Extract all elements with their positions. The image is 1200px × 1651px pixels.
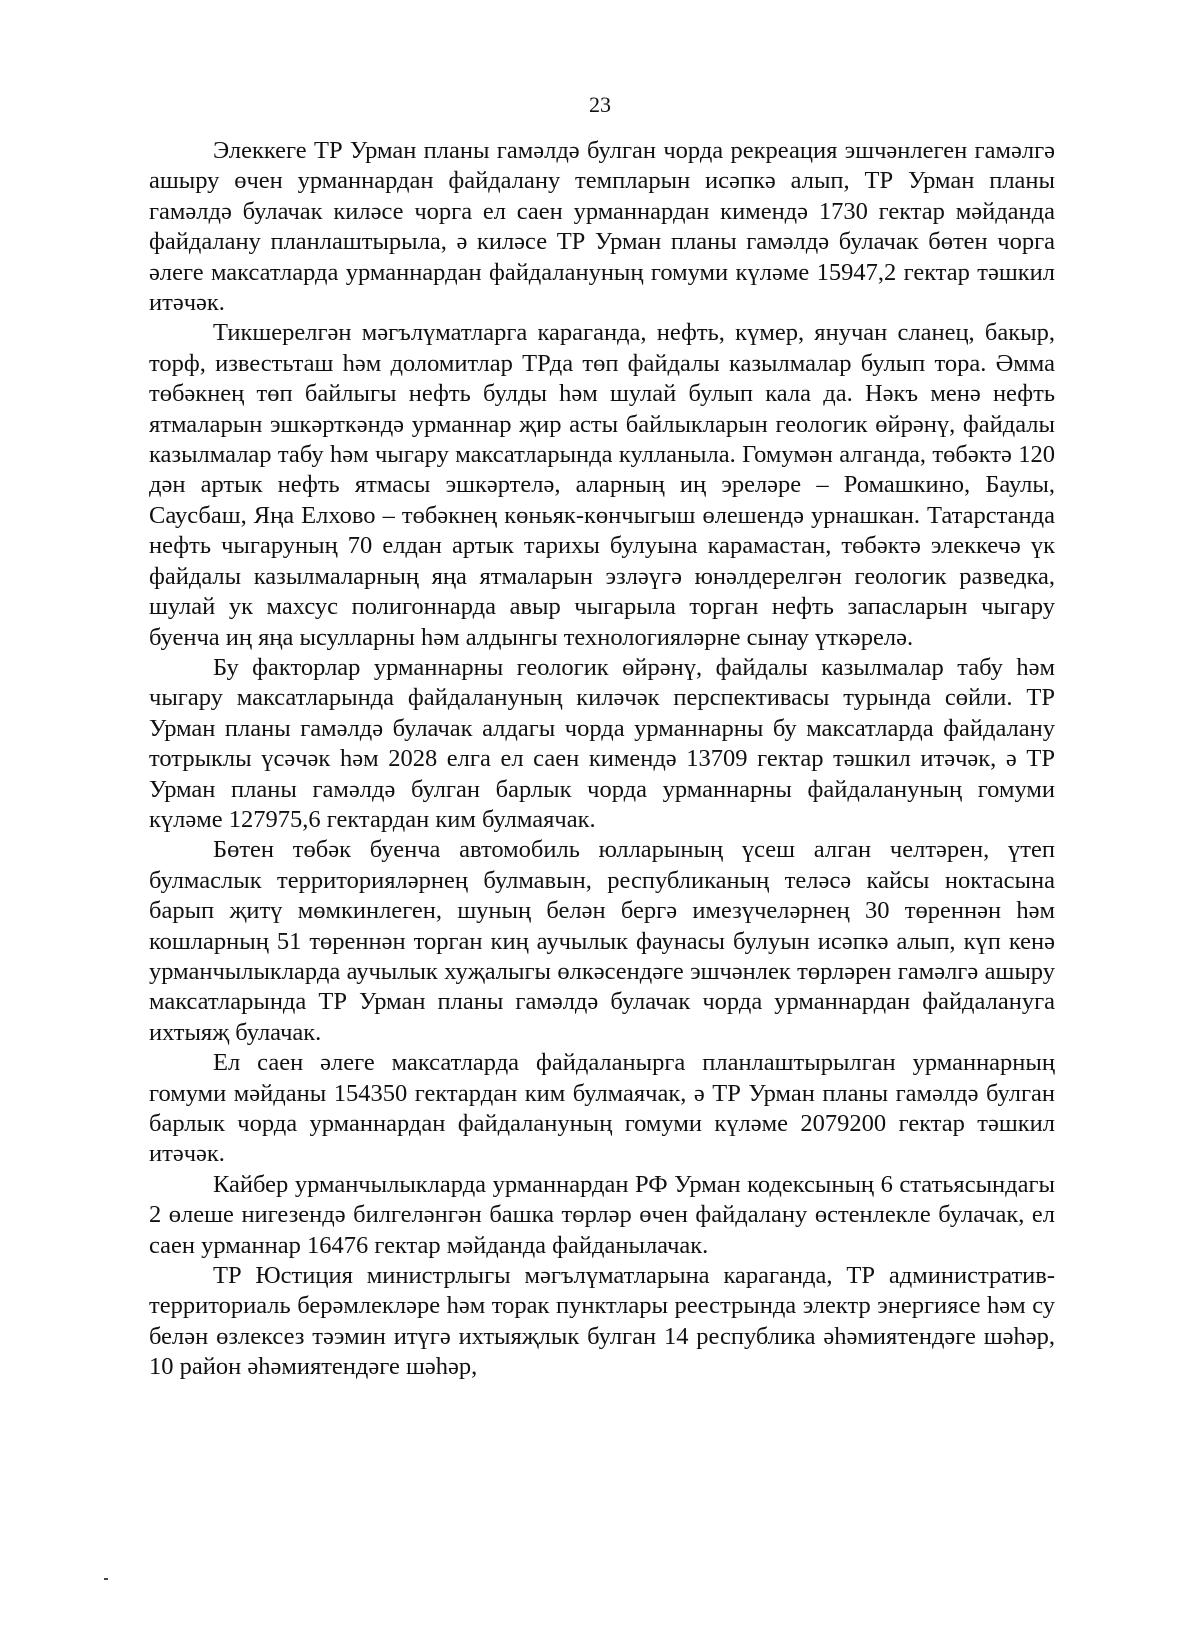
document-body: [149, 136, 1055, 1383]
paragraph-settlements: ТР Юстиция министрлыгы мәгълүматларына караганда, ТР административ-территориаль берәмлекләре һәм торак пунктлары реестрында электр энергиясе һәм су белән өзлексез тәэмин итүгә ихтыяҗлык булган 14 республика әһәмиятендәге шәһәр, 10 район әһәмиятендәге шәһәр,: [149, 1262, 1055, 1381]
paragraph-hunting: Бөтен төбәк буенча автомобиль юлларының үсеш алган челтәрен, үтеп булмаслык территорияләрнең булмавын, республиканың теләсә кайсы ноктасына барып җитү мөмкинлеген, шуның белән бергә имезүчеләрнең 30 төреннән һәм кошларның 51 төреннән торган киң аучылык фаунасы булуын исәпкә алып, күп кенә урманчылыкларда аучылык хуҗалыгы өлкәсендәге эшчәнлек төрләрен гамәлгә ашыру максатларында ТР Урман планы гамәлдә булачак чорда урманнардан файдалануга ихтыяҗ булачак.: [149, 836, 1055, 1046]
paragraph-geology-prospects: Бу факторлар урманнарны геологик өйрәнү, файдалы казылмалар табу һәм чыгару максатларында файдалануның киләчәк перспективасы турында сөйли. ТР Урман планы гамәлдә булачак алдагы чорда урманнарны бу максатларда файдалану тотрыклы үсәчәк һәм 2028 елга ел саен кимендә 13709 гектар тәшкил итәчәк, ә ТР Урман планы гамәлдә булган барлык чорда урманнарны файдалануның гомуми күләме 127975,6 гектардан ким булмаячак.: [149, 653, 1055, 833]
paragraph-hunting-area: Ел саен әлеге максатларда файдаланырга планлаштырылган урманнарның гомуми мәйданы 154350 гектардан ким булмаячак, ә ТР Урман планы гамәлдә булган барлык чорда урманнардан файдалануның гомуми күләме 2079200 гектар тәшкил итәчәк.: [149, 1049, 1055, 1168]
paragraph-other-uses: Кайбер урманчылыкларда урманнардан РФ Урман кодексының 6 статьясындагы 2 өлеше нигезендә билгеләнгән башка төрләр өчен файдалану өстенлекле булачак, ел саен урманнар 16476 гектар мәйданда файданылачак.: [149, 1170, 1055, 1259]
page-number: 23: [589, 92, 611, 117]
paragraph-minerals: Тикшерелгән мәгълүматларга караганда, нефть, күмер, янучан сланец, бакыр, торф, известьташ һәм доломитлар ТРда төп файдалы казылмалар булып тора. Әмма төбәкнең төп байлыгы нефть булды һәм шулай булып кала да. Нәкъ менә нефть ятмаларын эшкәрткәндә урманнар җир асты байлыкларын геологик өйрәнү, файдалы казылмалар табу һәм чыгару максатларында кулланыла. Гомумән алганда, төбәктә 120 дән артык нефть ятмасы эшкәртелә, аларның иң эреләре – Ромашкино, Баулы, Саусбаш, Яңа Елхово – төбәкнең көньяк-көнчыгыш өлешендә урнашкан. Татарстанда нефть чыгаруның 70 елдан артык тарихы булуына карамастан, төбәктә элеккечә үк файдалы казылмаларның яңа ятмаларын эзләүгә юнәлдерелгән геологик разведка, шулай ук махсус полигоннарда авыр чыгарыла торган нефть запасларын чыгару буенча иң яңа ысулларны һәм алдынгы технологияләрне сынау үткәрелә.: [149, 319, 1055, 651]
scan-margin-mark: [104, 1578, 108, 1580]
paragraph-recreation: Элеккеге ТР Урман планы гамәлдә булган чорда рекреация эшчәнлеген гамәлгә ашыру өчен урманнардан файдалану темпларын исәпкә алып, ТР Урман планы гамәлдә булачак киләсе чорга ел саен урманнардан кимендә 1730 гектар мәйданда файдалану планлаштырыла, ә киләсе ТР Урман планы гамәлдә булачак бөтен чорга әлеге максатларда урманнардан файдалануның гомуми күләме 15947,2 гектар тәшкил итәчәк.: [149, 137, 1055, 317]
